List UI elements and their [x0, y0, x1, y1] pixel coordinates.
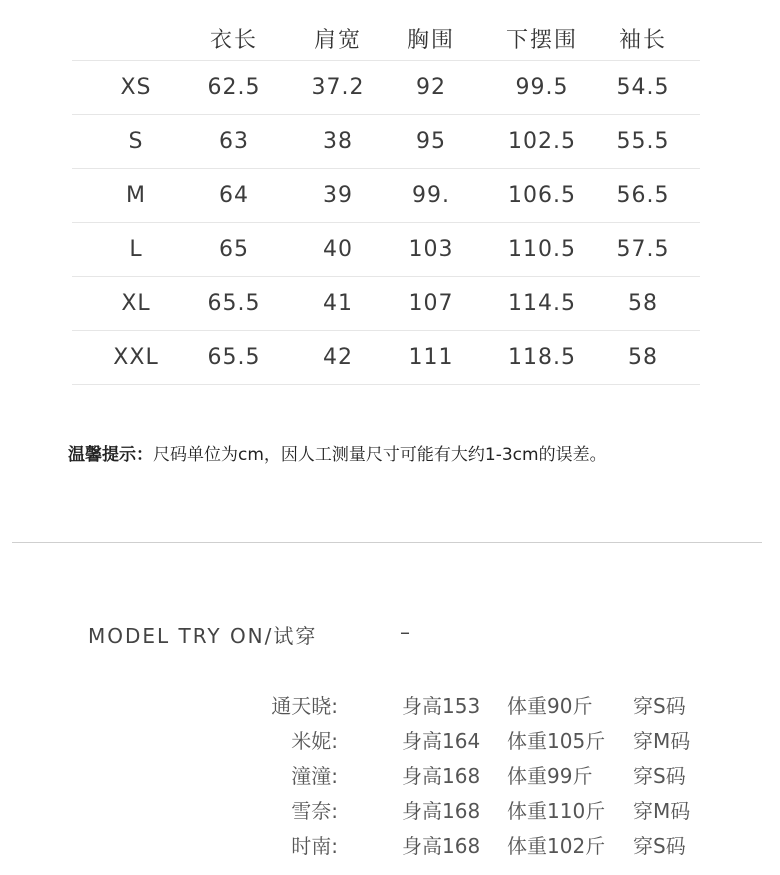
- tip-label: 温馨提示：: [68, 445, 153, 465]
- model-height: 身高168: [402, 799, 481, 823]
- header-cell-length: 衣长: [209, 27, 259, 53]
- model-name: 潼潼:: [291, 764, 338, 788]
- table-cell: 63: [219, 129, 249, 154]
- model-height: 身高168: [402, 764, 481, 788]
- table-cell: 57.5: [616, 237, 670, 262]
- table-cell: 58: [628, 345, 658, 370]
- model-row: [0, 830, 780, 864]
- table-cell: 38: [323, 129, 353, 154]
- model-size: 穿S码: [633, 834, 686, 858]
- table-cell: 99.: [412, 183, 450, 208]
- table-cell: 103: [408, 237, 454, 262]
- table-cell: 95: [416, 129, 446, 154]
- table-cell: 110.5: [508, 237, 576, 262]
- table-cell: 54.5: [616, 75, 670, 100]
- model-height: 身高153: [402, 694, 481, 718]
- model-row: [0, 795, 780, 829]
- model-weight: 体重99斤: [507, 764, 593, 788]
- model-height: 身高164: [402, 729, 481, 753]
- table-cell: 118.5: [508, 345, 576, 370]
- model-weight: 体重102斤: [507, 834, 606, 858]
- table-row: [72, 169, 700, 223]
- table-cell: 55.5: [616, 129, 670, 154]
- model-size: 穿S码: [633, 694, 686, 718]
- table-cell: 58: [628, 291, 658, 316]
- table-cell: 114.5: [508, 291, 576, 316]
- size-table: [72, 16, 700, 385]
- section-divider: [12, 542, 762, 543]
- heading-dash: –: [400, 620, 410, 644]
- size-label: XL: [121, 291, 151, 316]
- header-cell-sleeve: 袖长: [618, 27, 668, 53]
- header-cell-hem: 下摆围: [505, 27, 579, 53]
- size-label: XXL: [113, 345, 159, 370]
- table-cell: 41: [323, 291, 353, 316]
- model-size: 穿M码: [633, 729, 691, 753]
- table-cell: 99.5: [515, 75, 569, 100]
- table-cell: 106.5: [508, 183, 576, 208]
- size-label: S: [128, 129, 144, 154]
- model-size: 穿M码: [633, 799, 691, 823]
- model-weight: 体重90斤: [507, 694, 593, 718]
- table-row: [72, 115, 700, 169]
- table-row: [72, 277, 700, 331]
- header-cell-chest: 胸围: [406, 27, 456, 53]
- size-table-header: [72, 16, 700, 61]
- table-cell: 102.5: [508, 129, 576, 154]
- table-cell: 56.5: [616, 183, 670, 208]
- table-cell: 37.2: [311, 75, 365, 100]
- header-cell-shoulder: 肩宽: [313, 27, 363, 53]
- model-name: 通天晓:: [271, 694, 338, 718]
- table-cell: 39: [323, 183, 353, 208]
- table-cell: 65: [219, 237, 249, 262]
- model-row: [0, 690, 780, 724]
- model-try-on-heading: MODEL TRY ON/试穿: [88, 624, 318, 648]
- table-cell: 65.5: [207, 291, 261, 316]
- table-cell: 111: [408, 345, 454, 370]
- model-row: [0, 725, 780, 759]
- table-cell: 40: [323, 237, 353, 262]
- table-cell: 65.5: [207, 345, 261, 370]
- model-height: 身高168: [402, 834, 481, 858]
- size-label: XS: [120, 75, 152, 100]
- table-row: [72, 331, 700, 385]
- model-name: 雪奈:: [291, 799, 338, 823]
- model-weight: 体重110斤: [507, 799, 606, 823]
- model-row: [0, 760, 780, 794]
- table-cell: 42: [323, 345, 353, 370]
- table-row: [72, 223, 700, 277]
- measurement-tip: [68, 440, 607, 465]
- table-cell: 64: [219, 183, 249, 208]
- size-label: M: [126, 183, 146, 208]
- table-cell: 92: [416, 75, 446, 100]
- size-label: L: [129, 237, 143, 262]
- model-size: 穿S码: [633, 764, 686, 788]
- table-cell: 62.5: [207, 75, 261, 100]
- tip-text: 尺码单位为cm，因人工测量尺寸可能有大约1-3cm的误差。: [153, 445, 607, 465]
- model-weight: 体重105斤: [507, 729, 606, 753]
- model-name: 时南:: [291, 834, 338, 858]
- model-name: 米妮:: [291, 729, 338, 753]
- table-cell: 107: [408, 291, 454, 316]
- table-row: [72, 61, 700, 115]
